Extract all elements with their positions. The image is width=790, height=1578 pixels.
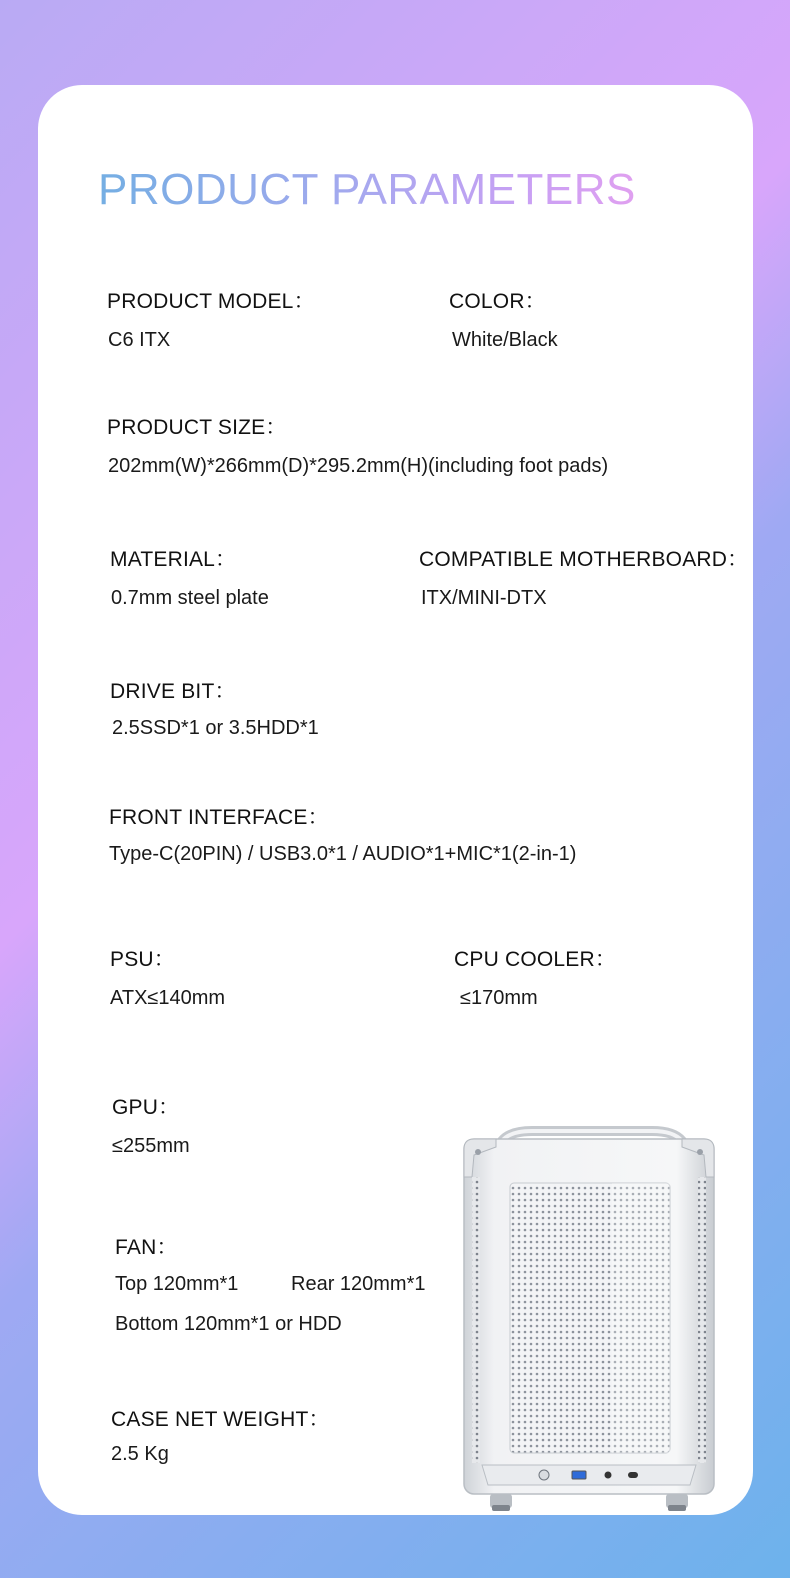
- drive-value: 2.5SSD*1 or 3.5HDD*1: [112, 717, 319, 739]
- material-label: MATERIAL：: [110, 548, 237, 571]
- fan-bottom-value: Bottom 120mm*1 or HDD: [115, 1313, 342, 1335]
- psu-label: PSU：: [110, 948, 175, 971]
- spec-card: [38, 85, 753, 1515]
- weight-value: 2.5 Kg: [111, 1443, 169, 1465]
- material-value: 0.7mm steel plate: [111, 587, 269, 609]
- fan-rear-value: Rear 120mm*1: [291, 1273, 426, 1295]
- color-label: COLOR：: [449, 290, 546, 313]
- motherboard-label: COMPATIBLE MOTHERBOARD：: [419, 548, 749, 571]
- size-value: 202mm(W)*266mm(D)*295.2mm(H)(including foot pads): [108, 455, 609, 477]
- case-product-image: [462, 1125, 722, 1515]
- model-value: C6 ITX: [108, 329, 171, 351]
- fan-label: FAN：: [115, 1236, 178, 1259]
- cpu-cooler-label: CPU COOLER：: [454, 948, 617, 971]
- model-label: PRODUCT MODEL：: [107, 290, 315, 313]
- gpu-value: ≤255mm: [112, 1135, 190, 1157]
- color-value: White/Black: [452, 329, 558, 351]
- drive-label: DRIVE BIT：: [110, 680, 236, 703]
- gpu-label: GPU：: [112, 1096, 180, 1119]
- cpu-cooler-value: ≤170mm: [460, 987, 538, 1009]
- psu-value: ATX≤140mm: [110, 987, 226, 1009]
- front-interface-label: FRONT INTERFACE：: [109, 806, 329, 829]
- fan-top-value: Top 120mm*1: [115, 1273, 239, 1295]
- size-label: PRODUCT SIZE：: [107, 416, 287, 439]
- page-title: PRODUCT PARAMETERS: [98, 165, 636, 214]
- weight-label: CASE NET WEIGHT：: [111, 1408, 330, 1431]
- motherboard-value: ITX/MINI-DTX: [421, 587, 547, 609]
- front-interface-value: Type-C(20PIN) / USB3.0*1 / AUDIO*1+MIC*1(2-in-1): [109, 843, 577, 865]
